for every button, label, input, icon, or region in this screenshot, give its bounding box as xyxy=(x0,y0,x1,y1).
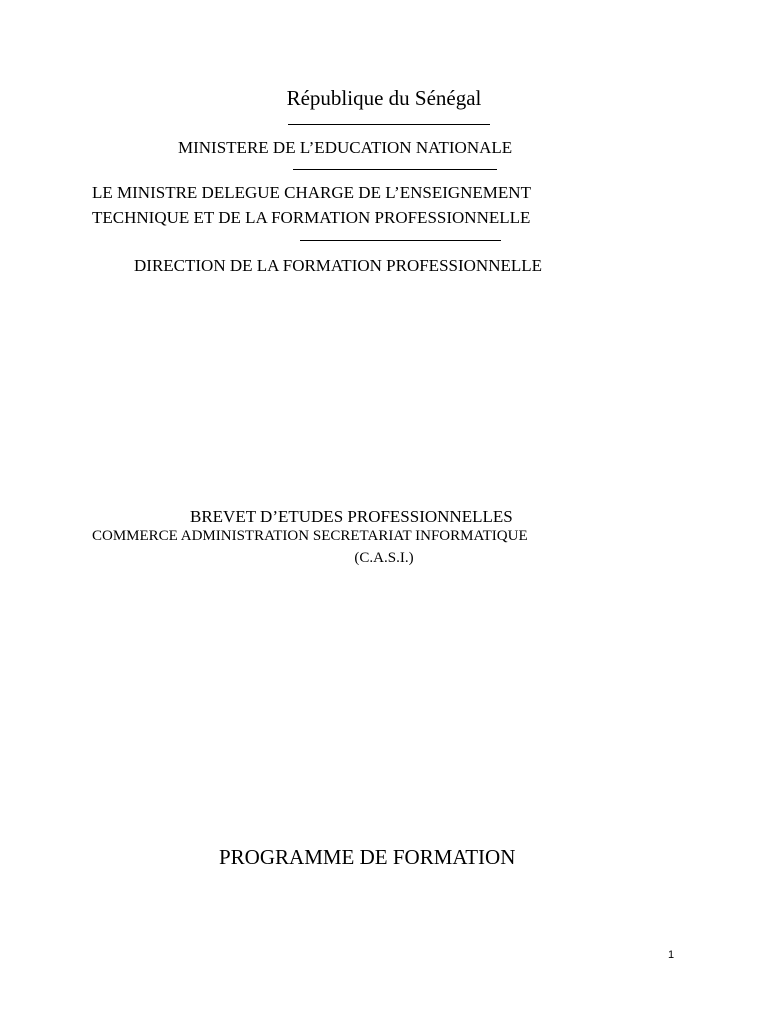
separator-rule xyxy=(300,240,501,241)
document-title: PROGRAMME DE FORMATION xyxy=(219,845,516,869)
ministry-heading: MINISTERE DE L’EDUCATION NATIONALE xyxy=(178,138,513,157)
separator-rule xyxy=(288,124,490,125)
republic-heading: République du Sénégal xyxy=(286,86,482,110)
diploma-specialty: COMMERCE ADMINISTRATION SECRETARIAT INFORMATIQUE xyxy=(92,528,528,544)
direction-heading: DIRECTION DE LA FORMATION PROFESSIONNELLE xyxy=(134,256,543,275)
delegate-minister-line-1: LE MINISTRE DELEGUE CHARGE DE L’ENSEIGNEMENT xyxy=(92,183,531,202)
diploma-title: BREVET D’ETUDES PROFESSIONNELLES xyxy=(190,507,513,526)
page-number: 1 xyxy=(668,949,675,961)
delegate-minister-line-2: TECHNIQUE ET DE LA FORMATION PROFESSIONNELLE xyxy=(92,208,531,227)
separator-rule xyxy=(293,169,497,170)
diploma-abbreviation: (C.A.S.I.) xyxy=(354,550,414,566)
